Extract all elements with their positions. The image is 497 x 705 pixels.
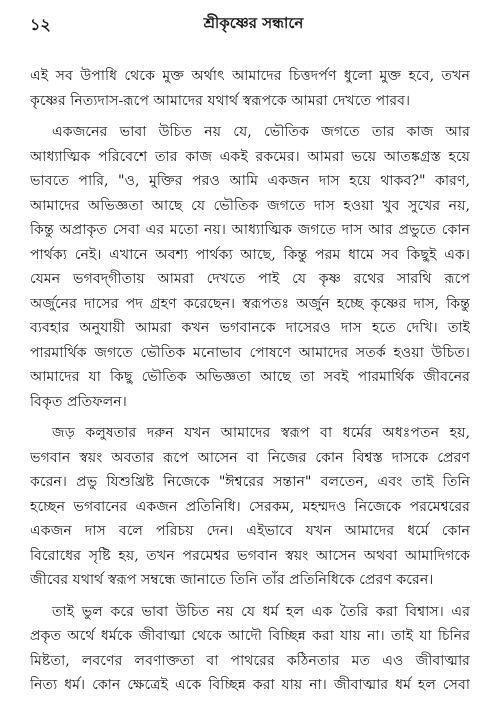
paragraph — [30, 64, 470, 113]
paragraph — [30, 120, 470, 414]
text-line: জড় কলুষতার দরুন যখন আমাদের স্বরূপ বা ধর্মের অধঃপতন হয়, — [52, 425, 470, 441]
text-line: তাই ভুল করে ভাবা উচিত নয় যে ধর্ম হল এক তৈরি করা বিশ্বাস। এর — [52, 603, 470, 620]
text-line: ভগবান স্বয়ং অবতার রূপে আসেন বা নিজের কোন বিশ্বস্ত দাসকে প্রেরণ — [30, 449, 470, 466]
text-line: পার্থক্য নেই। এখানে অবশ্য পার্থক্য আছে, কিন্তু পরম ধামে সব কিছুই এক। — [30, 246, 470, 263]
text-line: করেন। প্রভু যিশুখ্রিষ্ট নিজেকে "ঈশ্বরের সন্তান" বলতেন, এবং তাই তিনি — [30, 474, 470, 490]
text-line: প্রকৃত অর্থে ধর্মকে জীবাত্মা থেকে আদৌ বিচ্ছিন্ন করা যায় না। তাই যা চিনির — [30, 628, 470, 644]
body-text — [30, 64, 470, 705]
text-line: আমাদের যা কিছু ভৌতিক অভিজ্ঞতা আছে তা সবই পারমার্থিক জীবনের — [30, 369, 470, 385]
text-line: কৃষ্ণের নিত্যদাস-রূপে আমাদের যথার্থ স্বরূপকে আমরা দেখতে পারব। — [30, 92, 411, 109]
paragraph — [30, 600, 470, 698]
text-line: নিত্য ধর্ম। কোন ক্ষেত্রেই একে বিচ্ছিন্ন করা যায় না। জীবাত্মার ধর্ম হল সেবা — [30, 677, 470, 693]
text-line: বিরোধের সৃষ্টি হয়, তখন পরমেশ্বর ভগবান স্বয়ং আসেন অথবা আমাদিগকে — [30, 547, 470, 564]
page-header — [30, 8, 477, 36]
text-line: এই সব উপাধি থেকে মুক্ত অর্থাৎ আমাদের চিত্তদর্পণ ধুলো মুক্ত হবে, তখন — [30, 68, 470, 84]
text-line: একজন দাস বলে পরিচয় দেন। এইভাবে যখন আমাদের ধর্মে কোন — [30, 523, 470, 539]
paragraph — [30, 421, 470, 593]
text-line: অর্জুনের দাসের পদ গ্রহণ করেছেন। স্বরূপতঃ অর্জুন হচ্ছে কৃষ্ণের দাস, কিন্তু — [30, 295, 470, 312]
text-line: ব্যবহার অনুযায়ী আমরা কখন ভগবানকে দাসেরও দাস হতে দেখি। তাই — [30, 320, 470, 336]
page-number: ১২ — [30, 15, 51, 34]
text-line: পারমার্থিক জগতে ভৌতিক মনোভাব পোষণে আমাদের সতর্ক হওয়া উচিত। — [30, 344, 470, 361]
text-line: আধ্যাত্মিক পরিবেশে তার কাজ একই রকমের। আমরা ভয়ে আতঙ্কগ্রস্ত হয়ে — [30, 148, 470, 165]
text-line: একজনের ভাবা উচিত নয় যে, ভৌতিক জগতে তার কাজ আর — [52, 124, 470, 140]
text-line: ভাবতে পারি, "ও, মুক্তির পরও আমি একজন দাস হয়ে থাকব?" কারণ, — [30, 173, 470, 189]
text-line: যেমন ভগবদ্‌গীতায় আমরা দেখতে পাই যে কৃষ্ণ রথের সারথি রূপে — [30, 271, 470, 287]
text-line: মিষ্টতা, লবণের লবণাক্ততা বা পাথরের কঠিনতার মত এও জীবাত্মার — [30, 652, 470, 669]
text-line: আমাদের অভিজ্ঞতা আছে যে ভৌতিক জগতে দাস হওয়া খুব সুখের নয়, — [30, 197, 470, 214]
text-line: হচ্ছেন ভগবানের একজন প্রতিনিধি। সেরকম, মহম্মদও নিজেকে পরমেশ্বরের — [30, 498, 470, 515]
text-line: জীবের যথার্থ স্বরূপ সম্বন্ধে জানাতে তিনি তাঁর প্রতিনিধিকে প্রেরণ করেন। — [30, 572, 434, 588]
text-line: কিন্তু অপ্রাকৃত সেবা এর মতো নয়। আধ্যাত্মিক জগতে দাস আর প্রভুতে কোন — [30, 222, 470, 238]
text-line: বিকৃত প্রতিফলন। — [30, 393, 127, 410]
running-title: শ্রীকৃষ্ণের সন্ধানে — [203, 14, 304, 32]
